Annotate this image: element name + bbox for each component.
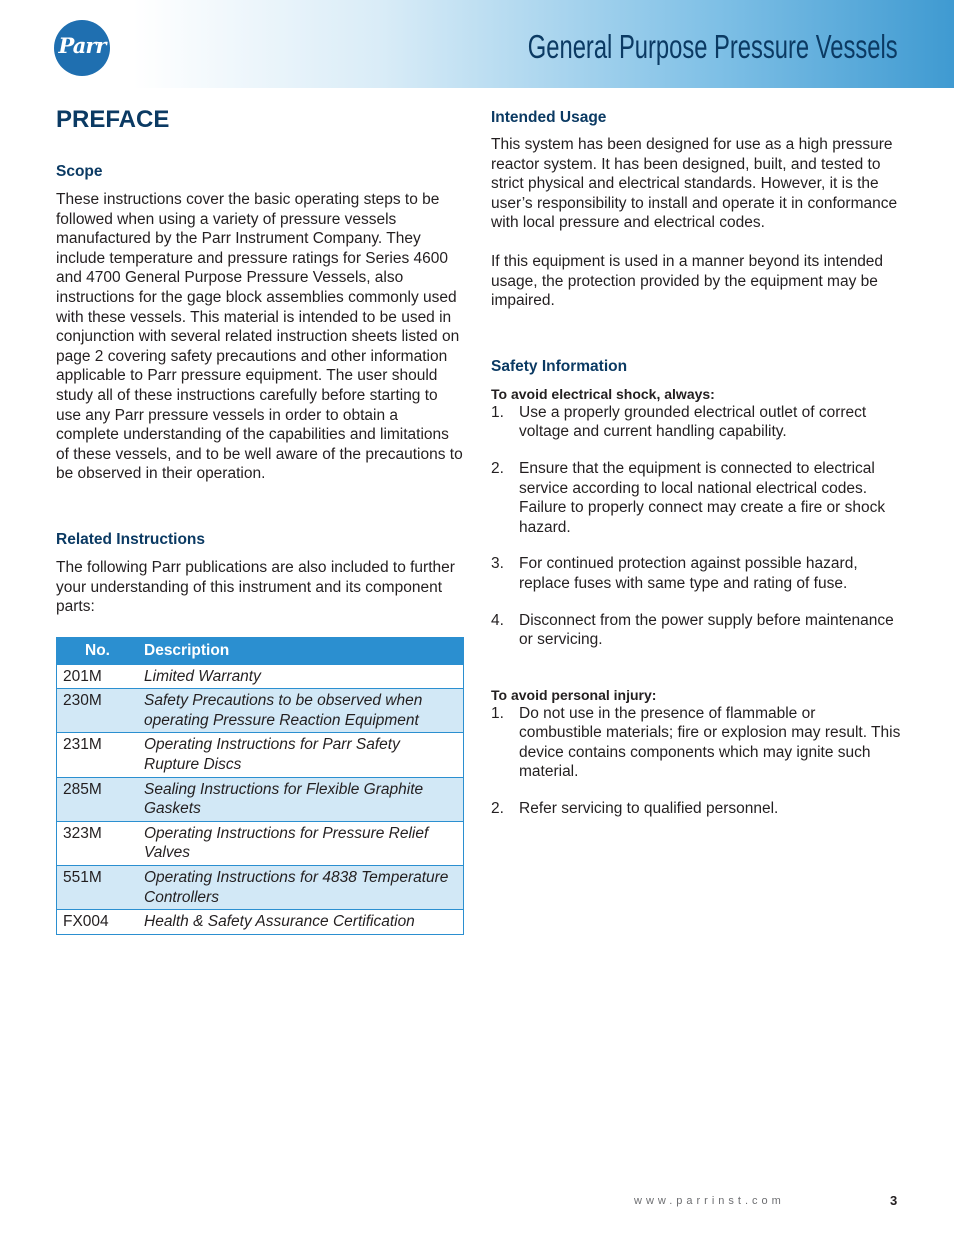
logo-text: Parr — [58, 33, 106, 58]
table-row — [57, 821, 463, 865]
doc-number: 285M — [57, 777, 138, 821]
item-text: Do not use in the presence of flammable or combustible materials; fire or explosion may result. This device contains components which may ignite such material. — [519, 704, 901, 781]
usage-paragraph-2: If this equipment is used in a manner beyond its intended usage, the protection provided by the equipment may be impaired. — [491, 252, 884, 310]
table-row — [57, 910, 463, 934]
doc-description: Limited Warranty — [138, 664, 463, 689]
list-item — [491, 799, 901, 819]
list-item — [491, 704, 901, 782]
doc-number: 201M — [57, 664, 138, 689]
doc-number: 231M — [57, 733, 138, 777]
scope-heading: Scope — [56, 163, 103, 180]
item-text: Use a properly grounded electrical outlet of correct voltage and current handling capability. — [519, 403, 867, 441]
table-row — [57, 733, 463, 777]
related-instructions-table — [56, 637, 464, 935]
col-header-no: No. — [57, 638, 138, 665]
right-column — [491, 104, 901, 819]
page-header — [0, 0, 954, 88]
doc-description: Operating Instructions for Pressure Relief Valves — [138, 821, 463, 865]
item-number: 2. — [491, 459, 504, 477]
list-item — [491, 611, 901, 650]
doc-number: 323M — [57, 821, 138, 865]
item-number: 4. — [491, 611, 504, 629]
item-number: 1. — [491, 704, 504, 722]
doc-description: Safety Precautions to be observed when operating Pressure Reaction Equipment — [138, 689, 463, 733]
preface-heading: PREFACE — [56, 106, 170, 133]
related-text: The following Parr publications are also included to further your understanding of this instrument and its component parts: — [56, 558, 455, 616]
doc-description: Operating Instructions for Parr Safety Rupture Discs — [138, 733, 463, 777]
list-item — [491, 403, 901, 442]
related-heading: Related Instructions — [56, 530, 205, 548]
injury-heading: To avoid personal injury: — [491, 686, 657, 703]
item-text: Refer servicing to qualified personnel. — [519, 800, 779, 818]
doc-number: FX004 — [57, 910, 138, 934]
doc-description: Health & Safety Assurance Certification — [138, 910, 463, 934]
shock-list — [491, 403, 901, 650]
item-text: Ensure that the equipment is connected to electrical service according to local national electrical codes. Failure to properly connect may create a fire or shock hazard. — [519, 459, 886, 536]
shock-heading: To avoid electrical shock, always: — [491, 385, 715, 402]
list-item — [491, 459, 901, 537]
item-number: 1. — [491, 403, 504, 421]
table-row — [57, 777, 463, 821]
item-text: Disconnect from the power supply before maintenance or servicing. — [519, 611, 894, 649]
doc-number: 551M — [57, 866, 138, 910]
doc-description: Sealing Instructions for Flexible Graphite Gaskets — [138, 777, 463, 821]
intended-usage-heading: Intended Usage — [491, 109, 607, 126]
doc-description: Operating Instructions for 4838 Temperature Controllers — [138, 866, 463, 910]
item-text: For continued protection against possible hazard, replace fuses with same type and rating of fuse. — [519, 555, 858, 592]
table-row — [57, 866, 463, 910]
doc-number: 230M — [57, 689, 138, 733]
footer-url[interactable]: www.parrinst.com — [634, 1195, 785, 1207]
table-row — [57, 689, 463, 733]
parr-logo — [54, 20, 110, 76]
scope-text: These instructions cover the basic operating steps to be followed when using a variety of pressure vessels manufactured by the Parr Instrument Company. They include temperature and pressure ratings for Series 4600 and 4700 General Purpose Pressure Vessels, also instructions for the gage block assemblies commonly used with these vessels. This material is intended to be used in conjunction with several related instruction sheets listed on page 2 covering safety precautions and other information applicable to Parr pressure equipment. The user should study all of these instructions carefully before starting to use any Parr pressure vessels in order to obtain a complete understanding of the capabilities and limitations of these vessels, and to be well aware of the precautions to be observed in their operation. — [56, 191, 463, 483]
list-item — [491, 554, 901, 593]
injury-list — [491, 704, 901, 819]
page-number: 3 — [890, 1193, 898, 1208]
table-header-row — [57, 638, 463, 665]
table-row — [57, 664, 463, 689]
safety-heading: Safety Information — [491, 357, 628, 375]
usage-paragraph-1: This system has been designed for use as a high pressure reactor system. It has been designed, built, and tested to strict physical and electrical standards. However, it is the user’s responsibility to install and operate it in conformance with local pressure and electrical codes. — [491, 136, 898, 232]
item-number: 3. — [491, 555, 504, 573]
left-column — [56, 104, 466, 940]
item-number: 2. — [491, 800, 504, 818]
header-title: General Purpose Pressure Vessels — [528, 28, 898, 65]
col-header-description: Description — [138, 638, 463, 665]
